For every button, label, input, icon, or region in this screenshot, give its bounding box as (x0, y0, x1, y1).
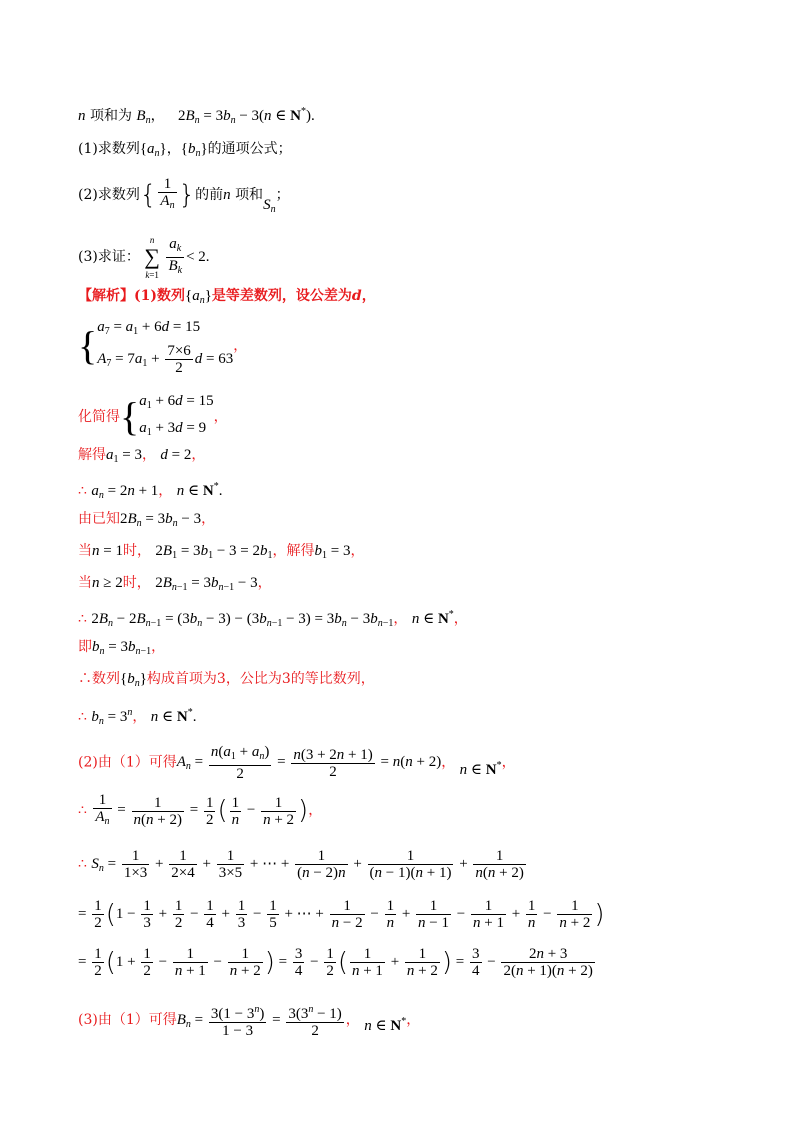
system-1: {$a_7 = a_1 + 6d = 15$ $A_7 = 7a_1$ + $\frac{7\times 6}{2}$ d = 63， (78, 319, 248, 376)
text: ， (150, 108, 165, 124)
text: ； (275, 187, 290, 203)
text: 的前 (195, 187, 224, 203)
text: 是等差数列，设公差为 (211, 288, 352, 304)
text: (1)求数列 (78, 141, 140, 157)
text: 当 (78, 575, 92, 591)
text: 即 (78, 639, 92, 655)
question-3: (3)求证： n ∑ k=1 $\frac{a_k}{B_k}$ < 2. (78, 235, 210, 280)
text: 项和 (235, 187, 264, 203)
p2-line: (2)由（1）可得$A_n$ = $\frac{n(a_1 + a_n)}{2}$ = $\frac{n(3 + 2n + 1)}{2}$ = n(n + 2)， n ∈ N*， (78, 744, 516, 782)
text: ，解得 (272, 543, 315, 559)
n2-line: 当n ≥ 2时， $2B_{n-1} = 3b_{n-1} - 3$， (78, 575, 272, 593)
text: ∴数列 (78, 671, 120, 687)
text: (1)数列 (134, 288, 185, 304)
solution-tag: 【解析】 (78, 288, 134, 304)
text: 解得 (78, 447, 106, 463)
an-line: ∴ $a_n = 2n + 1$， n ∈ N*. (78, 481, 223, 501)
problem-line-1: n 项和为 $B_n$， $2B_n = 3b_n - 3(n$ ∈ N*). (78, 106, 315, 126)
known-line: 由已知$2B_n = 3b_n - 3$， (78, 511, 216, 529)
text: (3)求证： (78, 249, 140, 265)
n1-line: 当n = 1时， $2B_1 = 3b_1 - 3 = 2b_1$，解得$b_1 = 3$， (78, 543, 365, 561)
text: (2)由（1）可得 (78, 754, 177, 771)
diff-line: ∴ $2B_n - 2B_{n-1} = (3b_n - 3) - (3b_{n-1} - 3) = 3b_n - 3b_{n-1}$， n ∈ N*， (78, 609, 468, 629)
geom-line: ∴数列$\{b_n\}$构成首项为3，公比为3的等比数列， (78, 671, 375, 689)
text: (2)求数列 (78, 187, 140, 203)
text: (3)由（1）可得 (78, 1011, 177, 1028)
text: 构成首项为3，公比为3的等比数列， (146, 671, 375, 687)
sn-line-2: = $\frac{1}{2}$ (1 − $\frac{1}{3}$ + $\frac{1}{2}$ − $\frac{1}{4}$ + $\frac{1}{3}$ − $\frac{1}{5}$ + ⋯ + $\frac{1}{n - 2}$ − $\frac{1}{n}$ + $\frac{1}{n - 1}$ − $\frac{1}{n + 1}$ + $\frac{1}{n}$ − $\frac{1}{n + 2}$ ) (78, 898, 605, 931)
p3-line: (3)由（1）可得$B_n$ = $\frac{3(1 - 3^n)}{1 - 3}$ = $\frac{3(3^n - 1)}{2}$ ， n ∈ N*， (78, 1004, 421, 1039)
text: 项和为 (89, 108, 132, 124)
question-2: (2)求数列{ $\frac{1}{A_n}$ }的前n 项和$S_n$； (78, 176, 290, 215)
solution-line-1: 【解析】(1)数列$\{a_n\}$是等差数列，设公差为d， (78, 288, 376, 306)
text: 时， (122, 575, 151, 591)
ie-line: 即$b_n = 3b_{n-1}$， (78, 639, 166, 657)
text: 由已知 (78, 511, 120, 527)
text: 时， (122, 543, 151, 559)
recip-line: ∴ $\frac{1}{A_n}$ = $\frac{1}{n(n + 2)}$ = $\frac{1}{2}$ ( $\frac{1}{n}$ − $\frac{1}{n + 2}$ )， (78, 792, 323, 828)
question-1: (1)求数列$\{a_n\}$，$\{b_n\}$的通项公式； (78, 141, 292, 159)
simplify-line: 化简得{$a_1 + 6d = 15$ $a_1 + 3d = 9$， (78, 393, 228, 439)
sn-line-1: ∴ $S_n$ = $\frac{1}{1\times 3}$ + $\frac{1}{2\times 4}$ + $\frac{1}{3\times 5}$ + ⋯ + $\frac{1}{(n - 2)n}$ + $\frac{1}{(n - 1)(n + 1)}$ + $\frac{1}{n(n + 2)}$ (78, 848, 524, 881)
text: 的通项公式； (207, 141, 292, 157)
sn-line-3: = $\frac{1}{2}$ (1 + $\frac{1}{2}$ − $\frac{1}{n + 1}$ − $\frac{1}{n + 2}$ ) = $\frac{3}{4}$ − $\frac{1}{2}$ ( $\frac{1}{n + 1}$ + $\frac{1}{n + 2}$ ) = $\frac{3}{4}$ − $\frac{2n + 3}{2(n + 1)(n + 2)}$ (78, 946, 593, 979)
bn-line: ∴ $b_n = 3^n$， n ∈ N*. (78, 707, 197, 727)
text: ， (166, 141, 181, 157)
text: 化简得 (78, 409, 120, 425)
text: 当 (78, 543, 92, 559)
solve-line: 解得$a_1 = 3$， d = 2， (78, 447, 206, 465)
